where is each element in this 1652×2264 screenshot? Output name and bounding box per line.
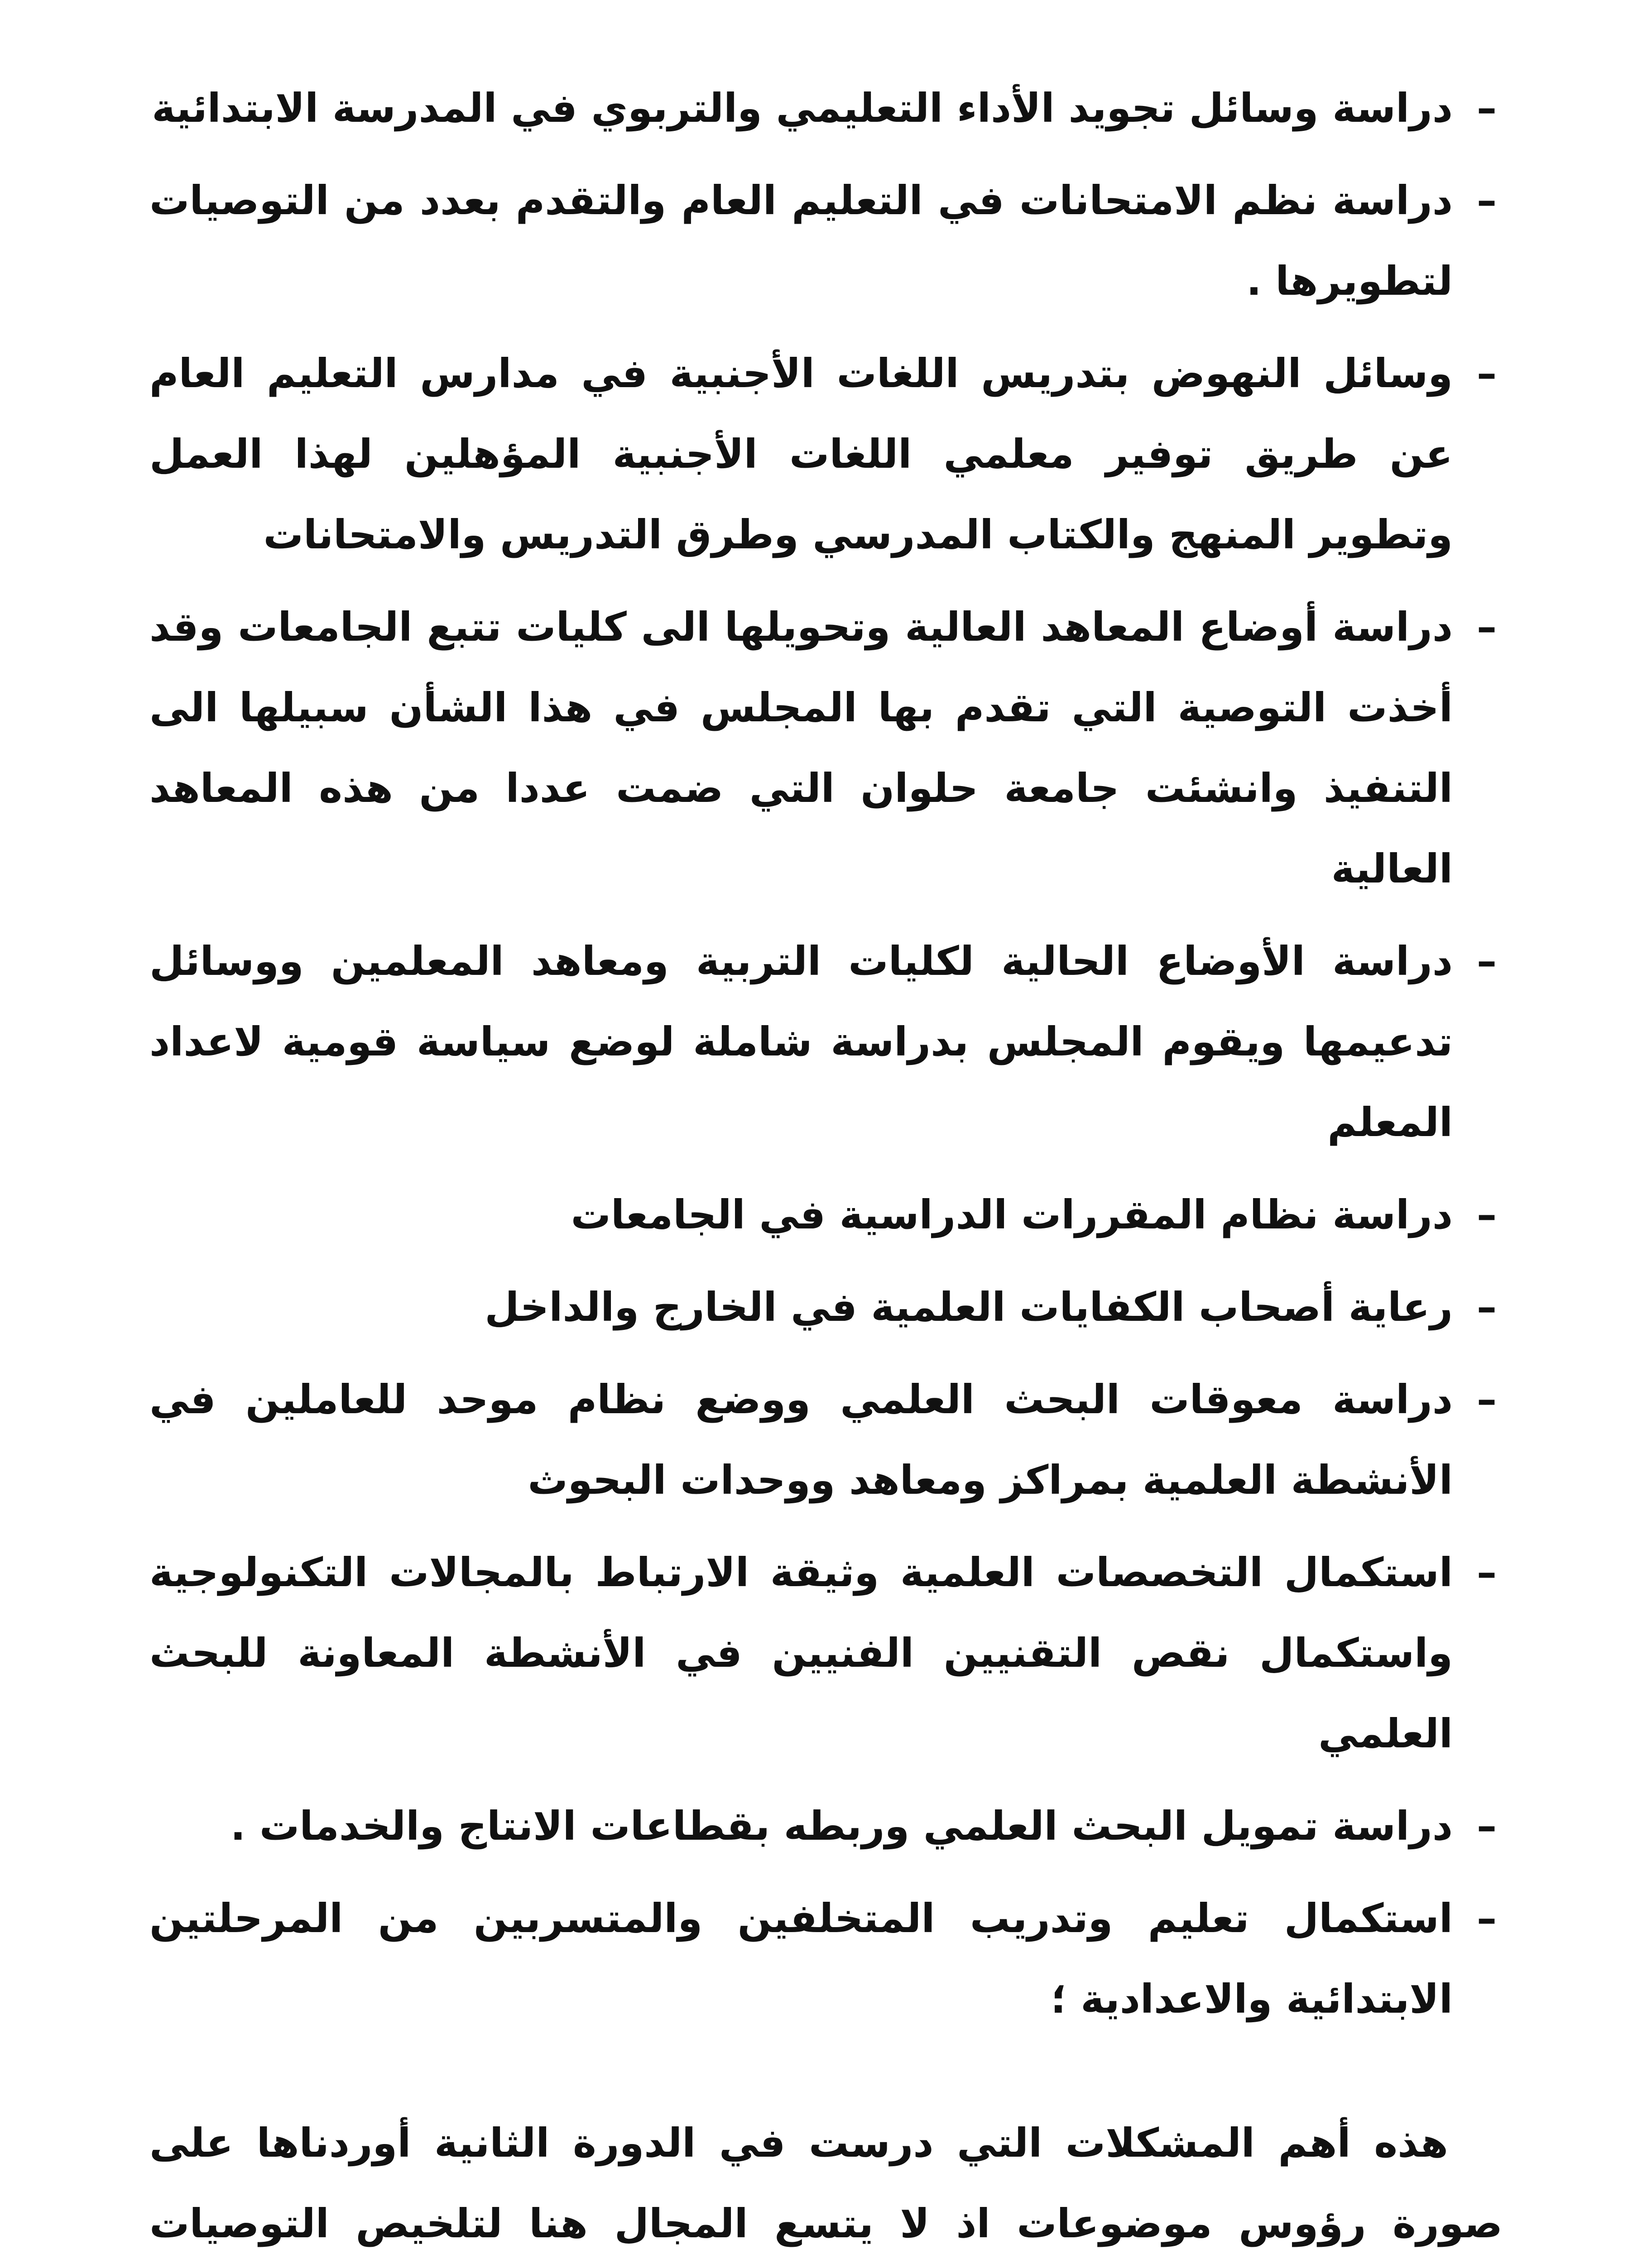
- summary-paragraph: هذه أهم المشكلات التي درست في الدورة الثانية أوردناها على صورة رؤوس موضوعات اذ لا يتسع المجال هنا لتلخيص التوصيات: [149, 2120, 1503, 2247]
- list-item-text: وسائل النهوض بتدريس اللغات الأجنبية في مدارس التعليم العام عن طريق توفير معلمي اللغات الأجنبية المؤهلين لهذا العمل وتطوير المنهج والكتاب المدرسي وطرق التدريس والامتحانات: [149, 350, 1453, 558]
- bullet-dash: –: [1477, 85, 1497, 131]
- list-item-text: دراسة نظام المقررات الدراسية في الجامعات: [571, 1191, 1453, 1238]
- list-item: [149, 1175, 1503, 1255]
- bullet-dash: –: [1477, 350, 1497, 397]
- bullet-dash: –: [1477, 1376, 1497, 1423]
- bullet-dash: –: [1477, 177, 1497, 224]
- bullet-dash: –: [1477, 1803, 1497, 1849]
- list-item-text: دراسة معوقات البحث العلمي ووضع نظام موحد للعاملين في الأنشطة العلمية بمراكز ومعاهد ووحدات البحوث: [149, 1376, 1453, 1503]
- list-item: [149, 333, 1503, 575]
- list-item: [149, 921, 1503, 1163]
- list-item-text: استكمال التخصصات العلمية وثيقة الارتباط بالمجالات التكنولوجية واستكمال نقص التقنيين الفنيين في الأنشطة المعاونة للبحث العلمي: [149, 1549, 1453, 1757]
- list-item-text: استكمال تعليم وتدريب المتخلفين والمتسربين من المرحلتين الابتدائية والاعدادية ؛: [149, 1895, 1453, 2022]
- list-item: [149, 1786, 1503, 1866]
- list-item: [149, 1878, 1503, 2039]
- bullet-dash: –: [1477, 1284, 1497, 1330]
- list-item: [149, 160, 1503, 321]
- recommendations-list: [149, 68, 1503, 2039]
- list-item-text: دراسة الأوضاع الحالية لكليات التربية ومعاهد المعلمين ووسائل تدعيمها ويقوم المجلس بدراسة شاملة لوضع سياسة قومية لاعداد المعلم: [149, 938, 1453, 1146]
- list-item-text: رعاية أصحاب الكفايات العلمية في الخارج والداخل: [485, 1284, 1453, 1330]
- list-item: [149, 68, 1503, 149]
- bullet-dash: –: [1477, 604, 1497, 650]
- bullet-dash: –: [1477, 1191, 1497, 1238]
- bullet-dash: –: [1477, 1895, 1497, 1942]
- bullet-dash: –: [1477, 1549, 1497, 1596]
- list-item: [149, 1267, 1503, 1348]
- list-item: [149, 1359, 1503, 1521]
- list-item: [149, 587, 1503, 909]
- list-item: [149, 1532, 1503, 1774]
- list-item-text: دراسة أوضاع المعاهد العالية وتحويلها الى كليات تتبع الجامعات وقد أخذت التوصية التي تقدم بها المجلس في هذا الشأن سبيلها الى التنفيذ وانشئت جامعة حلوان التي ضمت عددا من هذه المعاهد العالية: [149, 604, 1453, 892]
- list-item-text: دراسة تمويل البحث العلمي وربطه بقطاعات الانتاج والخدمات .: [230, 1803, 1453, 1849]
- bullet-dash: –: [1477, 938, 1497, 984]
- list-item-text: دراسة نظم الامتحانات في التعليم العام والتقدم بعدد من التوصيات لتطويرها .: [149, 177, 1453, 304]
- list-item-text: دراسة وسائل تجويد الأداء التعليمي والتربوي في المدرسة الابتدائية: [152, 85, 1453, 131]
